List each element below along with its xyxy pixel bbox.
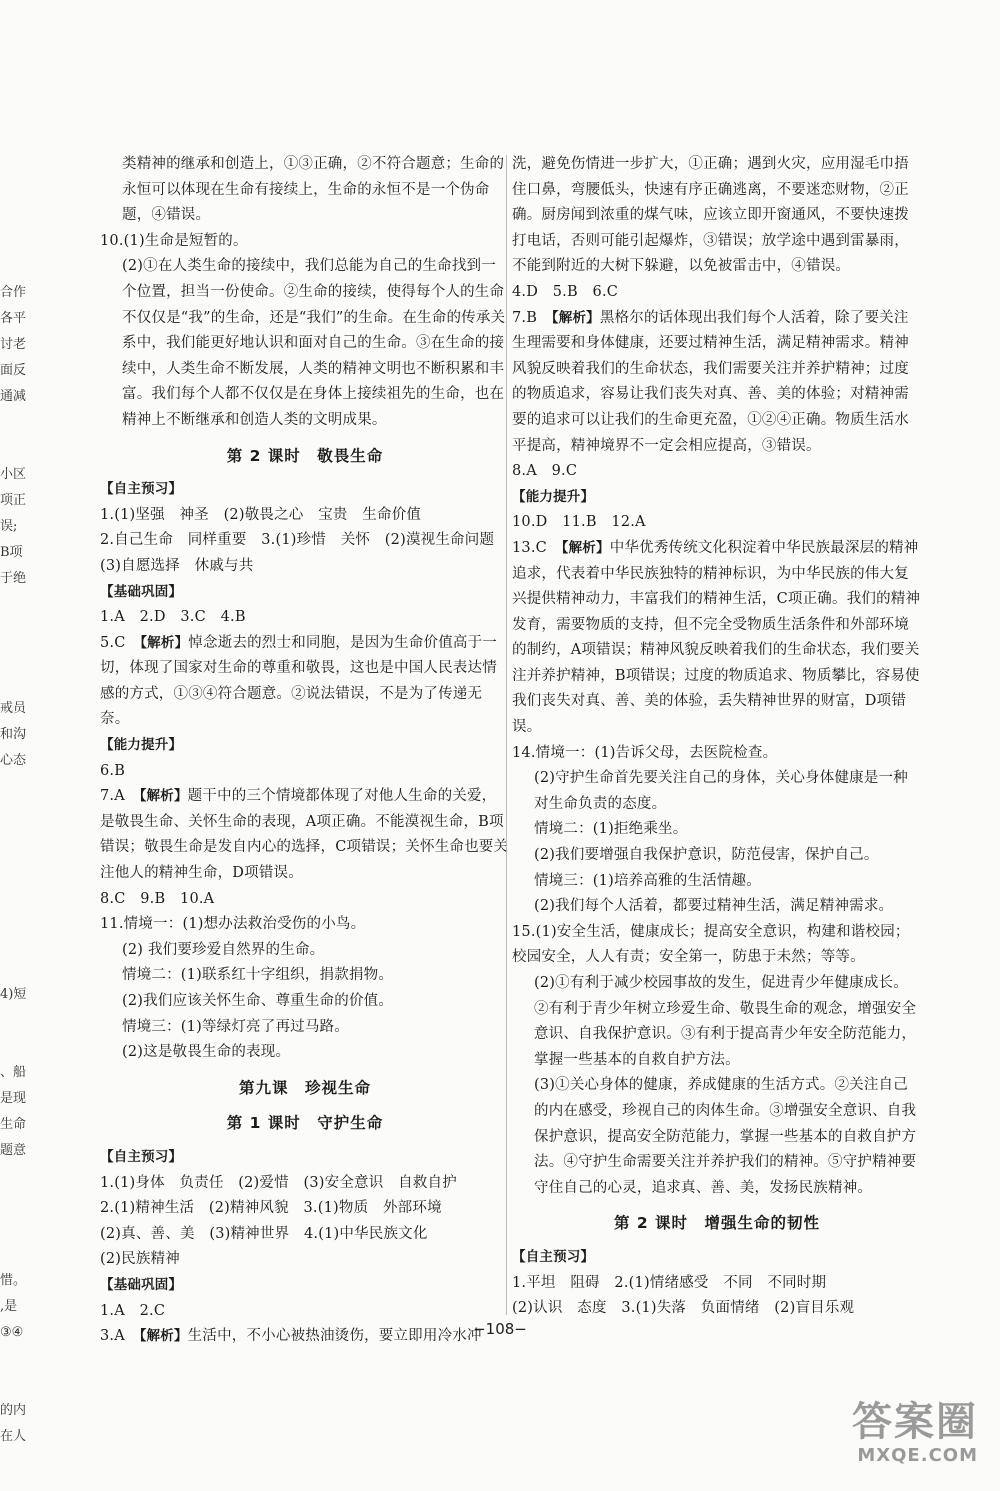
answer-paragraph: 4.D 5.B 6.C: [512, 283, 619, 300]
edge-fragment: [0, 800, 30, 826]
edge-fragment: [0, 1242, 30, 1268]
answer-paragraph: (2)①有利于减少校园事故的发生，促进青少年健康成长。②有利于青少年树立珍爱生命、敬畏生命的观念，增强安全意识、自我保护意识。③有利于提高青少年安全防范能力，掌握一些基本的自救自护方法。: [534, 975, 917, 1068]
answer-number: 5.C: [100, 634, 141, 651]
edge-fragment: 项正: [0, 493, 27, 508]
answer-paragraph: (2)我们应该关怀生命、尊重生命的价值。: [122, 993, 394, 1009]
edge-fragment: 各平: [0, 311, 27, 326]
left-edge-fragments: [0, 280, 30, 1450]
answer-paragraph: 6.B: [100, 762, 126, 779]
edge-fragment: ③④: [0, 1325, 24, 1340]
analysis-tag: 【解析】: [561, 539, 610, 556]
edge-fragment: [0, 644, 30, 670]
answer-paragraph: 1.A 2.D 3.C 4.B: [100, 609, 246, 626]
watermark: [778, 1399, 978, 1479]
edge-fragment: 误;: [0, 519, 18, 534]
edge-fragment: [0, 774, 30, 800]
answer-paragraph: 8.A 9.C: [512, 463, 578, 480]
section-label: 【自主预习】: [512, 1248, 595, 1265]
analysis-text: 悼念逝去的烈士和同胞，是因为生命价值高于一切，体现了国家对生命的尊重和敬畏，这也是中国人民表达情感的方式，①③④符合题意。②说法错误，不是为了传递无奈。: [100, 634, 497, 728]
edge-fragment: 讨老: [0, 337, 27, 352]
edge-fragment: [0, 592, 30, 618]
edge-fragment: [0, 1190, 30, 1216]
edge-fragment: [0, 826, 30, 852]
answer-paragraph: (2) 我们要珍爱自然界的生命。: [122, 941, 325, 958]
answer-paragraph: [512, 306, 922, 460]
edge-fragment: [0, 1216, 30, 1242]
answer-number: 13.C: [512, 539, 562, 556]
edge-fragment: [0, 930, 30, 956]
section-label: 【基础巩固】: [100, 583, 183, 600]
edge-fragment: [0, 1346, 30, 1372]
section-label: 【基础巩固】: [100, 1276, 183, 1293]
analysis-tag: 【解析】: [140, 634, 189, 651]
answer-paragraph: 2.自己生命 同样重要 3.(1)珍惜 关怀 (2)漠视生命问题 (3)自愿选择 休戚与共: [100, 532, 509, 574]
analysis-text: 中华优秀传统文化积淀着中华民族最深层的精神追求，代表着中华民族独特的精神标识，为中华民族的伟大复兴提供精神动力，丰富我们的精神生活，C项正确。我们的精神发育，需要物质的支持，但不完全受物质生活条件和外部环境的制约，A项错误；精神风貌反映着我们的生命状态，我们要关注并养护精神，B项错误；过度的物质追求、物质攀比，容易使我们丧失对真、善、美的体验，丢失精神世界的财富，D项错误。: [512, 539, 921, 736]
answer-paragraph: 情境二：(1)拒绝乘坐。: [534, 821, 688, 838]
edge-fragment: 是现: [0, 1091, 27, 1106]
answer-paragraph: [512, 536, 922, 741]
answer-paragraph: 1.(1)身体 负责任 (2)爱惜 (3)安全意识 自救自护: [100, 1174, 457, 1191]
answer-paragraph: (2)①在人类生命的接续中，我们总能为自己的生命找到一个位置，担当一份使命。②生命的接续，使得每个人的生命不仅仅是“我”的生命，还是“我们”的生命。在生命的传承关系中，我们能更好地认识和面对自己的生命。③在生命的接续中，人类生命不断发展，人类的精神文明也不断积累和丰富。我们每个人都不仅仅是在身体上接续祖先的生命，也在精神上不断继承和创造人类的文明成果。: [122, 258, 506, 428]
lesson-heading: 第 1 课时 守护生命: [226, 1114, 384, 1133]
answer-paragraph: (3)①关心身体的健康，养成健康的生活方式。②关注自己的内在感受，珍视自己的肉体生命。③增强安全意识、自我保护意识，提高安全防范能力，掌握一些基本的自救自护方法。④守护生命需要关注并养护我们的精神。⑤守护精神要守住自己的心灵，追求真、善、美，发扬民族精神。: [534, 1077, 917, 1196]
edge-fragment: 心态: [0, 753, 27, 768]
answer-paragraph: 10.(1)生命是短暂的。: [100, 232, 248, 249]
answer-paragraph: (2)民族精神: [100, 1251, 180, 1268]
edge-fragment: 小区: [0, 467, 27, 482]
analysis-tag: 【解析】: [551, 309, 600, 326]
answer-paragraph: 10.D 11.B 12.A: [512, 514, 646, 531]
left-column: [100, 152, 510, 1350]
answer-paragraph: (2)我们每个人活着，都要过精神生活，满足精神需求。: [534, 898, 894, 915]
lesson-heading: 第 2 课时 敬畏生命: [226, 446, 384, 465]
analysis-text: 生活中，不小心被热油烫伤，要立即用冷水冲: [187, 1328, 482, 1345]
edge-fragment: [0, 1372, 30, 1398]
right-column: [512, 152, 922, 1322]
answer-number: 3.A: [100, 1328, 140, 1345]
answer-paragraph: 洗，避免伤情进一步扩大，①正确；遇到火灾，应用湿毛巾捂住口鼻，弯腰低头，快速有序正确逃离，不要迷恋财物，②正确。厨房闻到浓重的煤气味，应该立即开窗通风，不要快速拨打电话，否则可能引起爆炸，③错误；放学途中遇到雷暴雨，不能到附近的大树下躲避，以免被雷击中，④错误。: [512, 156, 909, 275]
answer-paragraph: 情境二：(1)联系红十字组织，捐款捐物。: [122, 967, 394, 984]
lesson-heading: 第九课 珍视生命: [238, 1078, 371, 1097]
edge-fragment: B项: [0, 545, 23, 560]
answer-paragraph: 15.(1)安全生活，健康成长；提高安全意识，构建和谐校园；校园安全，人人有责；安全第一，防患于未然；等等。: [512, 923, 910, 966]
answer-number: 7.A: [100, 788, 140, 805]
answer-paragraph: 14.情境一：(1)告诉父母，去医院检查。: [512, 744, 778, 761]
answer-paragraph: 1.平坦 阻碍 2.(1)情绪感受 不同 不同时期: [512, 1274, 827, 1291]
answer-paragraph: 8.C 9.B 10.A: [100, 890, 215, 907]
edge-fragment: 和沟: [0, 727, 27, 742]
analysis-text: 黑格尔的话体现出我们每个人活着，除了要关注生理需要和身体健康，还要过精神生活，满足精神需求。精神风貌反映着我们的生命状态，我们需要关注并养护精神；过度的物质追求，容易让我们丧失对真、善、美的体验；对精神需要的追求可以让我们的生命更充盈，①②④正确。物质生活水平提高，精神境界不一定会相应提高，③错误。: [512, 309, 909, 454]
lesson-heading: 第 2 课时 增强生命的韧性: [613, 1214, 821, 1233]
answer-paragraph: [100, 784, 510, 886]
edge-fragment: 惜。: [0, 1273, 27, 1288]
edge-fragment: 的内: [0, 1403, 27, 1418]
section-label: 【能力提升】: [512, 488, 595, 505]
edge-fragment: [0, 1008, 30, 1034]
page-number: −108−: [473, 1320, 527, 1338]
edge-fragment: [0, 1164, 30, 1190]
edge-fragment: [0, 670, 30, 696]
answer-paragraph: (2)认识 态度 3.(1)失落 负面情绪 (2)盲目乐观: [512, 1300, 855, 1317]
answer-paragraph: (2)我们要增强自我保护意识，防范侵害，保护自己。: [534, 847, 879, 864]
answer-paragraph: 11.情境一：(1)想办法救治受伤的小鸟。: [100, 916, 366, 933]
section-label: 【能力提升】: [100, 737, 183, 754]
answer-paragraph: 类精神的继承和创造上，①③正确，②不符合题意；生命的永恒可以体现在生命有接续上，生命的永恒不是一个伪命题，④错误。: [122, 156, 505, 224]
edge-fragment: 4)短: [0, 987, 27, 1002]
answer-paragraph: [100, 631, 510, 733]
section-label: 【自主预习】: [100, 481, 183, 498]
answer-paragraph: 1.(1)坚强 神圣 (2)敬畏之心 宝贵 生命价值: [100, 506, 422, 523]
answer-paragraph: 情境三：(1)培养高雅的生活情趣。: [534, 872, 761, 889]
edge-fragment: ,是: [0, 1299, 18, 1314]
column-divider: [506, 155, 507, 1315]
answer-paragraph: 情境三：(1)等绿灯亮了再过马路。: [122, 1018, 349, 1035]
answer-number: 7.B: [512, 309, 552, 326]
analysis-tag: 【解析】: [139, 788, 188, 805]
edge-fragment: [0, 852, 30, 878]
edge-fragment: 戒员: [0, 701, 27, 716]
edge-fragment: 题意: [0, 1143, 27, 1158]
answer-paragraph: 1.A 2.C: [100, 1302, 166, 1319]
edge-fragment: 于绝: [0, 571, 27, 586]
edge-fragment: [0, 618, 30, 644]
watermark-url: MXQE.COM: [857, 1445, 978, 1466]
edge-fragment: 合作: [0, 285, 27, 300]
edge-fragment: [0, 410, 30, 436]
analysis-tag: 【解析】: [139, 1328, 188, 1345]
edge-fragment: 在人: [0, 1429, 27, 1444]
edge-fragment: [0, 904, 30, 930]
edge-fragment: [0, 1034, 30, 1060]
watermark-logo: 答案圈: [852, 1399, 978, 1445]
edge-fragment: 、船: [0, 1065, 27, 1080]
analysis-text: 题干中的三个情境都体现了对他人生命的关爱，是敬畏生命、关怀生命的表现，A项正确。不能漠视生命，B项错误；敬畏生命是发自内心的选择，C项错误；关怀生命也要关注他人的精神生命，D项错误。: [100, 788, 509, 882]
section-label: 【自主预习】: [100, 1148, 183, 1165]
edge-fragment: 生命: [0, 1117, 27, 1132]
edge-fragment: [0, 956, 30, 982]
answer-paragraph: 2.(1)精神生活 (2)精神风貌 3.(1)物质 外部环境: [100, 1200, 442, 1217]
edge-fragment: [0, 878, 30, 904]
edge-fragment: 通减: [0, 389, 27, 404]
answer-paragraph: (2)真、善、美 (3)精神世界 4.(1)中华民族文化: [100, 1225, 428, 1242]
edge-fragment: [0, 436, 30, 462]
answer-paragraph: (2)这是敬畏生命的表现。: [122, 1044, 291, 1061]
answer-paragraph: (2)守护生命首先要关注自己的身体，关心身体健康是一种对生命负责的态度。: [534, 770, 908, 812]
edge-fragment: 面反: [0, 363, 27, 378]
